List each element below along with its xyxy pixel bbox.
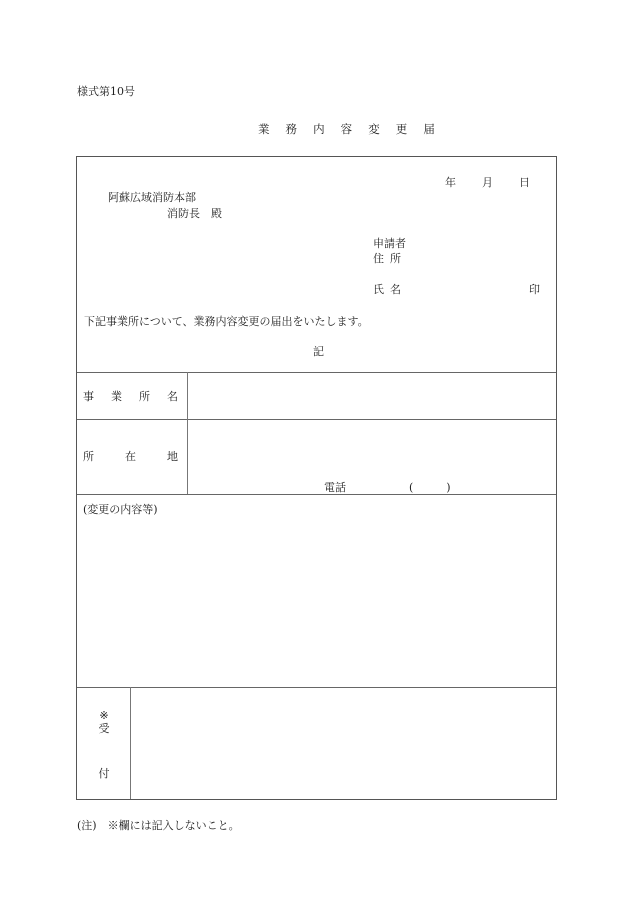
receipt-field (133, 689, 555, 797)
ki-label: 記 (313, 345, 324, 358)
reference-mark-icon: ※ (99, 709, 109, 722)
label-char: 在 (125, 450, 136, 463)
applicant-address-label: 住所 (373, 252, 407, 265)
form-title: 業 務 内 容 変 更 届 (258, 122, 442, 136)
receipt-label-bottom: 付 (98, 767, 110, 780)
phone-label: 電話 (324, 481, 346, 494)
form-box (76, 156, 557, 800)
column-divider (187, 372, 188, 494)
label-char: 所 (83, 450, 94, 463)
statement-text: 下記事業所について、業務内容変更の届出をいたします。 (84, 315, 369, 328)
addressee-chief: 消防長 殿 (167, 207, 222, 220)
divider-line (77, 687, 556, 688)
applicant-label: 申請者 (373, 237, 406, 250)
changes-label: (変更の内容等) (83, 503, 158, 516)
date-month: 月 (482, 176, 493, 189)
receipt-label (97, 710, 111, 735)
footnote: (注) ※欄には記入しないこと。 (77, 819, 240, 832)
addressee-organization: 阿蘇広域消防本部 (108, 191, 196, 204)
date-row (445, 177, 530, 188)
label-char: 所 (139, 390, 150, 403)
applicant-name-label: 氏名 (373, 283, 407, 296)
office-name-label (83, 391, 178, 402)
office-name-field[interactable] (189, 373, 555, 418)
changes-field[interactable] (79, 522, 554, 684)
location-field[interactable] (189, 420, 555, 475)
column-divider (130, 687, 131, 799)
receipt-label-top: 受 (98, 721, 110, 735)
divider-line (77, 494, 556, 495)
label-char: 事 (83, 390, 94, 403)
date-year: 年 (445, 176, 456, 189)
date-day: 日 (519, 176, 530, 189)
label-char: 名 (167, 390, 178, 403)
phone-field[interactable]: ( ) (409, 481, 451, 494)
form-number: 様式第10号 (77, 85, 135, 98)
label-char: 地 (167, 450, 178, 463)
seal-label: 印 (529, 283, 540, 296)
label-char: 業 (111, 390, 122, 403)
location-label (83, 451, 178, 462)
